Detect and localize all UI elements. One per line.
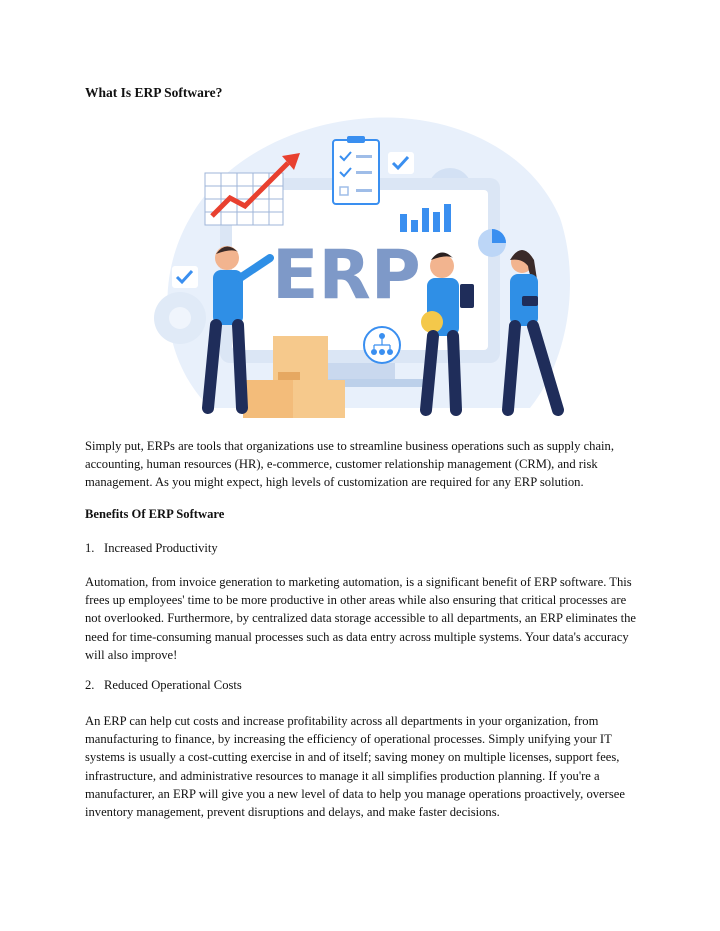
benefit-2-title	[85, 678, 242, 693]
benefit-2-body: An ERP can help cut costs and increase profitability across all departments in your organization, from manufacturing to finance, by increasing the efficiency of operational processes. Simply unifying your IT systems is usually a cost-cutting exercise in and of itself; saving money on multiple licenses, support fees, infrastructure, and administrative resources to manage it all simplifies production planning. If you're a manufacturer, an ERP will give you a new level of data to help you manage operations proactively, oversee inventory management, prevent disruptions and delays, and make faster decisions.	[85, 714, 625, 820]
svg-text:ERP: ERP	[272, 236, 421, 315]
intro-paragraph: Simply put, ERPs are tools that organizations use to streamline business operations such as supply chain, accounting, human resources (HR), e-commerce, customer relationship management (CRM), and risk management. As you might expect, high levels of customization are required for any ERP solution.	[85, 439, 614, 490]
page-title: What Is ERP Software?	[85, 85, 223, 100]
benefit-1-title-text: Increased Productivity	[104, 541, 218, 555]
benefit-2-number: 2.	[85, 678, 95, 692]
benefit-1-body: Automation, from invoice generation to marketing automation, is a significant benefit of ERP software. This frees up employees' time to be more productive in other areas while also ensuring that critical processes are not overlooked. Furthermore, by centralized data storage accessible to all departments, an ERP eliminates the need for time-consuming manual processes such as data entry across multiple systems. Your data's accuracy will also improve!	[85, 575, 637, 662]
erp-illustration	[150, 108, 580, 418]
benefit-1-number: 1.	[85, 541, 95, 555]
benefits-heading: Benefits Of ERP Software	[85, 507, 225, 521]
benefit-2-title-text: Reduced Operational Costs	[104, 678, 242, 692]
benefit-1-title	[85, 541, 218, 556]
